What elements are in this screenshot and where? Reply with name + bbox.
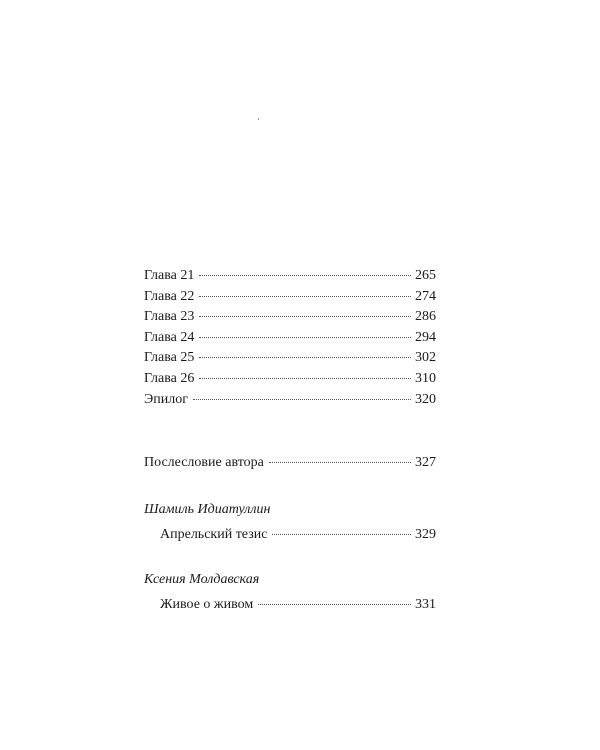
essay-author: Ксения Молдавская xyxy=(144,572,260,588)
toc-entry-label: Глава 23 xyxy=(144,309,195,325)
dot-leader xyxy=(272,534,411,535)
table-of-contents xyxy=(144,266,436,616)
toc-entry-afterword xyxy=(144,453,436,474)
section-spacer xyxy=(144,545,436,569)
dot-leader xyxy=(199,337,411,338)
toc-entry-label: Глава 24 xyxy=(144,329,195,345)
section-spacer xyxy=(144,410,436,453)
toc-entry-chapter-22 xyxy=(144,287,436,308)
dot-leader xyxy=(258,604,411,605)
toc-entry-page: 265 xyxy=(415,268,436,283)
toc-entry-page: 327 xyxy=(415,455,436,471)
toc-entry-chapter-21 xyxy=(144,266,436,287)
section-spacer xyxy=(144,474,436,499)
toc-entry-essay xyxy=(144,595,436,616)
toc-entry-page: 274 xyxy=(415,288,436,304)
dot-leader xyxy=(269,462,411,463)
toc-entry-page: 286 xyxy=(415,309,436,325)
dot-leader xyxy=(193,399,411,400)
toc-entry-page: 331 xyxy=(415,597,436,613)
toc-entry-chapter-24 xyxy=(144,328,436,349)
toc-entry-page: 302 xyxy=(415,350,436,366)
dot-leader xyxy=(199,357,411,358)
dot-leader xyxy=(199,378,411,379)
toc-entry-label: Глава 22 xyxy=(144,288,195,304)
toc-entry-page: 310 xyxy=(415,370,436,386)
dot-leader xyxy=(199,316,411,317)
toc-entry-page: 294 xyxy=(415,329,436,345)
toc-entry-page: 329 xyxy=(415,526,436,542)
toc-entry-chapter-25 xyxy=(144,348,436,369)
toc-entry-label: Апрельский тезис xyxy=(160,526,268,542)
toc-entry-label: Живое о живом xyxy=(160,597,254,613)
essay-author: Шамиль Идиатуллин xyxy=(144,501,271,517)
dot-leader xyxy=(199,296,411,297)
toc-entry-chapter-26 xyxy=(144,369,436,390)
toc-entry-page: 320 xyxy=(415,391,436,407)
toc-entry-essay xyxy=(144,525,436,546)
toc-entry-chapter-23 xyxy=(144,307,436,328)
toc-entry-label: Послесловие автора xyxy=(144,455,264,471)
toc-entry-epilogue xyxy=(144,390,436,411)
print-speck xyxy=(258,118,259,120)
toc-entry-label: Глава 25 xyxy=(144,350,195,366)
dot-leader xyxy=(199,275,411,276)
toc-entry-label: Глава 21 xyxy=(144,268,195,283)
toc-entry-label: Глава 26 xyxy=(144,370,195,386)
toc-entry-label: Эпилог xyxy=(144,391,188,407)
